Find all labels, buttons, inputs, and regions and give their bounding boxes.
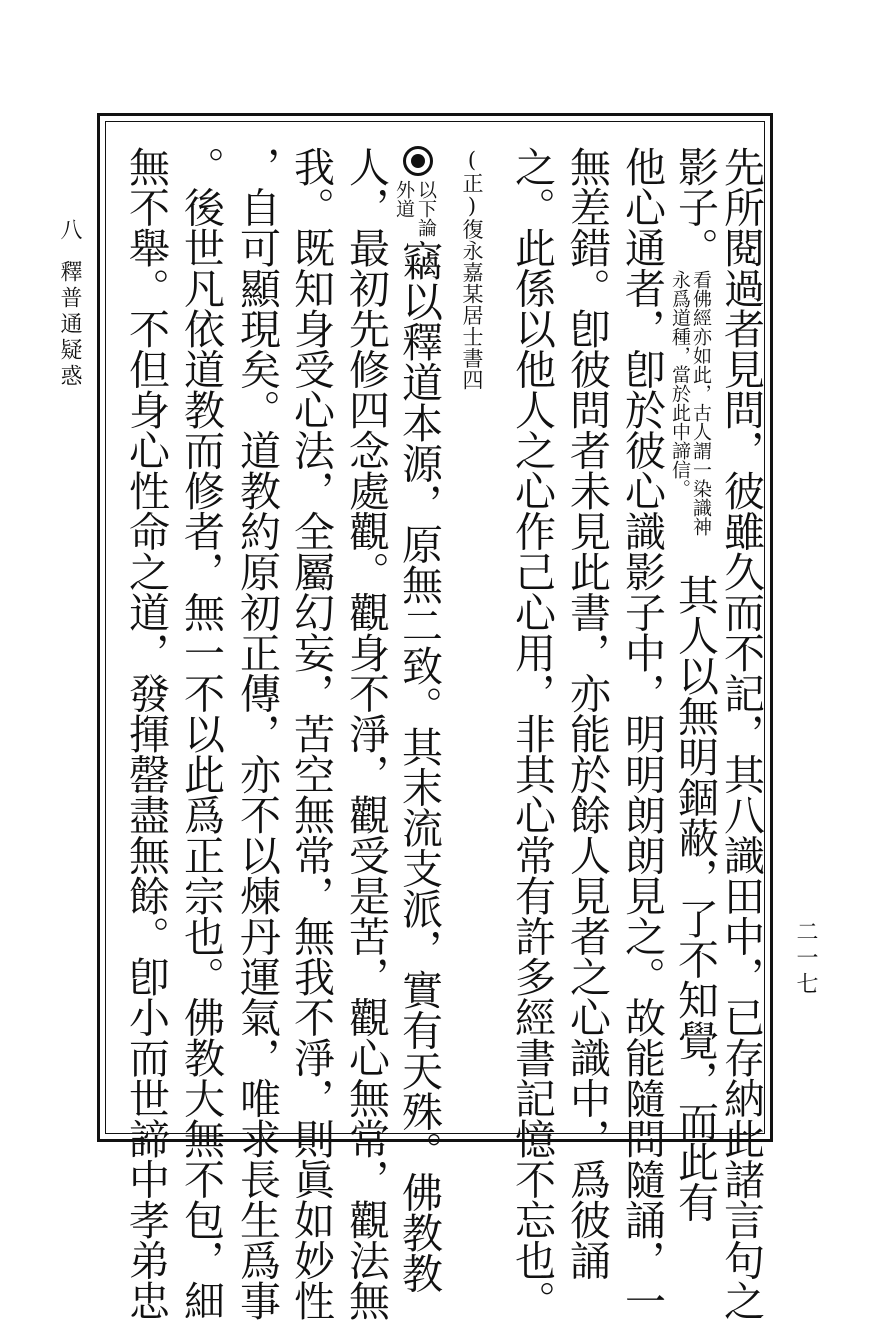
bullseye-icon [403,146,433,176]
text-column-5: 之。此係以他人之心作己心用，非其心常有許多經書記憶不忘也。 [508,146,556,1321]
text-column-10: ，自可顯現矣。道教約原初正傳，亦不以煉丹運氣，唯求長生爲事 [233,146,281,1321]
text-column-2a: 影子。 [671,146,719,268]
text-column-12: 無不舉。不但身心性命之道，發揮罄盡無餘。卽小而世諦中孝弟忠 [122,146,170,1321]
text-column-11: 。後世凡依道教而修者，無一不以此爲正宗也。佛教大無不包，細 [177,146,225,1321]
book-title: 釋普通疑惑 [57,260,82,390]
chapter-number: 八 [57,218,82,244]
text-column-7: 竊以釋道本源，原無二致。其末流支派，實有天殊。佛教教 [395,240,443,1293]
text-column-1: 先所閱過者見問，彼雖久而不記，其八識田中，已存納此諸言句之 [717,146,765,1321]
annotation-2-right: 以下論 [414,180,437,237]
annotation-1-left: 永爲道種，當於此中諦信。 [668,270,691,498]
annotation-2-left: 外道 [392,180,415,218]
page-number: 二一七 [793,920,818,998]
text-column-2b: 其人以無明錮蔽，了不知覺，而此有 [671,574,719,1222]
text-column-4: 無差錯。卽彼問者未見此書，亦能於餘人見者之心識中，爲彼誦 [563,146,611,1280]
text-column-8: 人，最初先修四念處觀。觀身不淨，觀受是苦，觀心無常，觀法無 [342,146,390,1321]
text-column-3: 他心通者，卽於彼心識影子中，明明朗朗見之。故能隨問隨誦，一 [618,146,666,1321]
text-column-9: 我。既知身受心法，全屬幻妄，苦空無常，無我不淨，則眞如妙性 [287,146,335,1321]
section-heading: (正)復永嘉某居士書四 [460,148,484,391]
annotation-1-right: 看佛經亦如此，古人謂一染識神 [689,270,712,536]
